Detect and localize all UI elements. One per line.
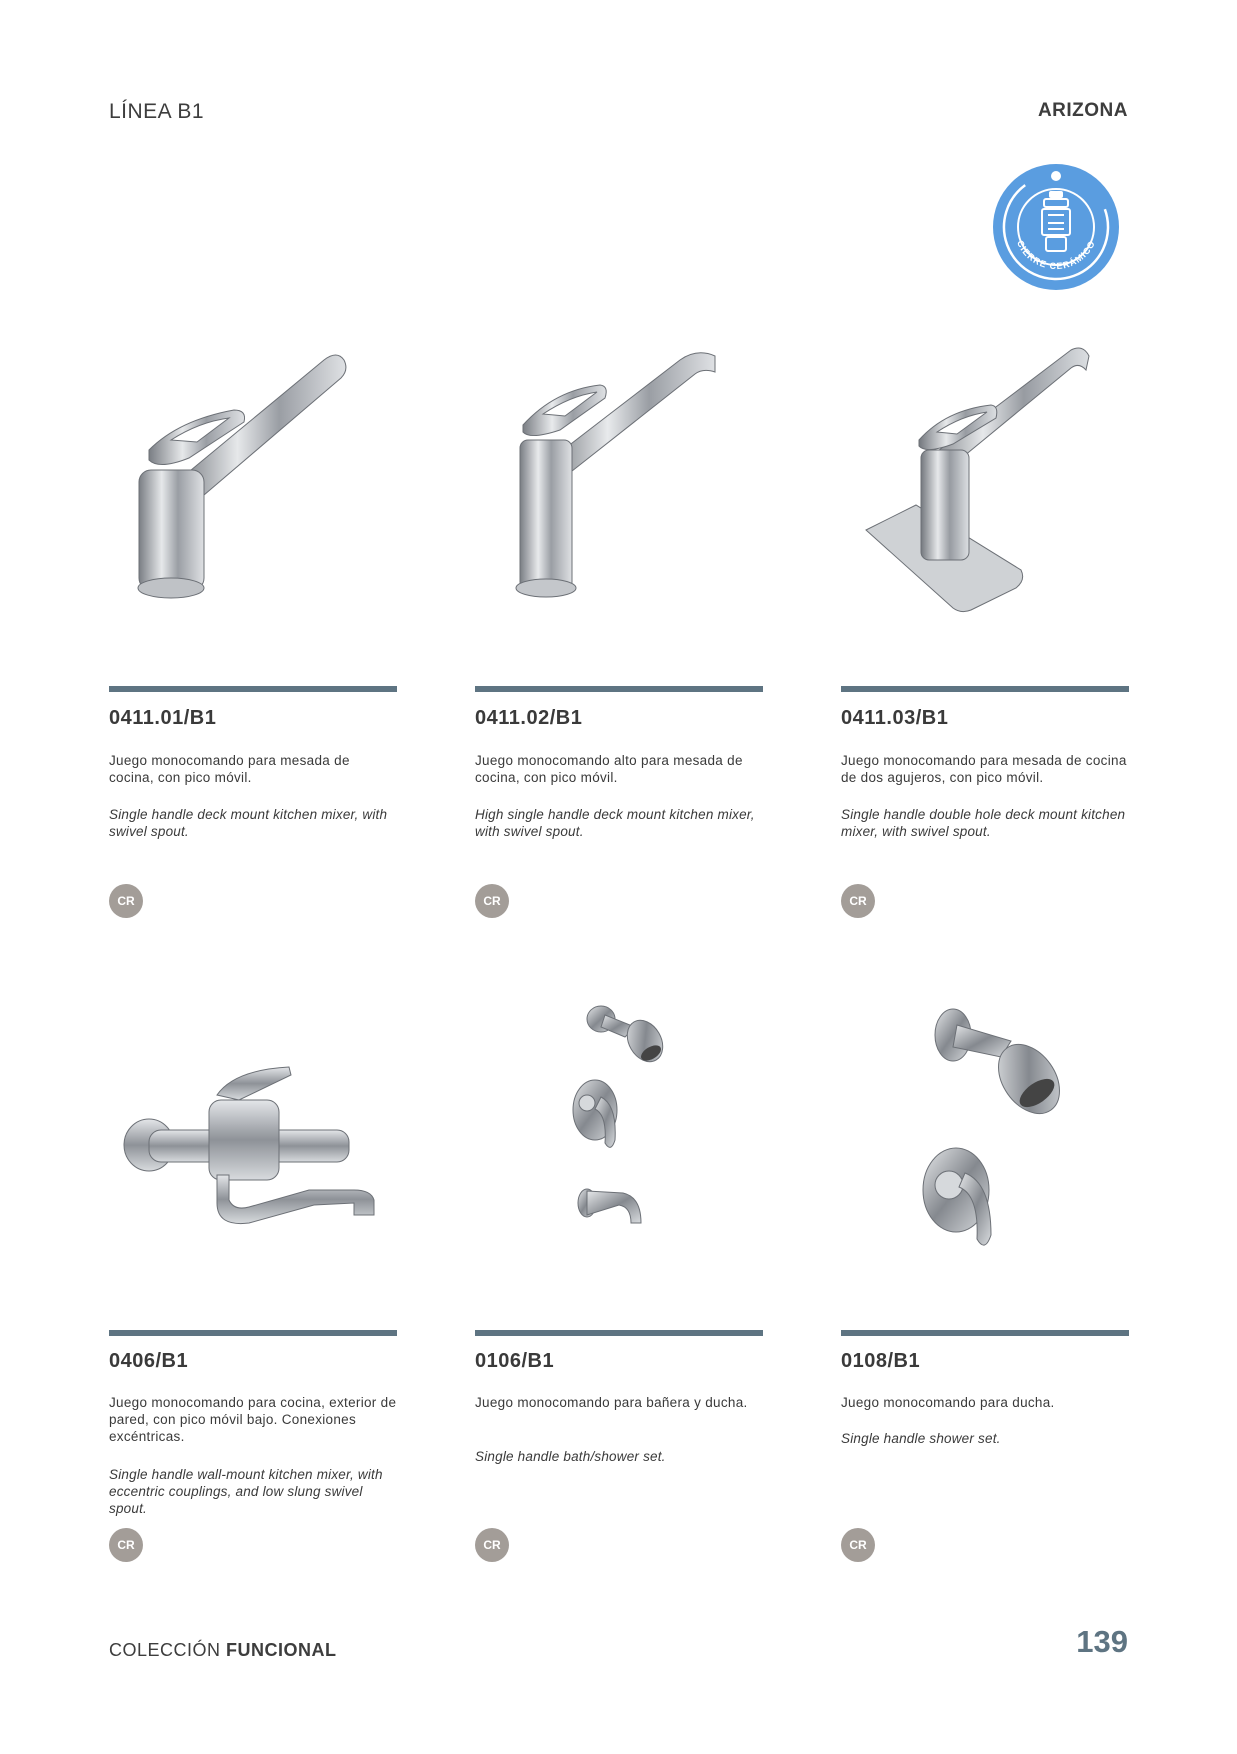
product-code: 0411.01/B1 (109, 707, 217, 729)
divider (475, 686, 763, 692)
product-code: 0411.03/B1 (841, 707, 949, 729)
product-description-es: Juego monocomando para bañera y ducha. (475, 1395, 748, 1410)
finish-badge: CR (841, 884, 875, 918)
divider (841, 1330, 1129, 1336)
product-description-es: Juego monocomando alto para mesada de cocina, con pico móvil. (475, 753, 743, 785)
product-code: 0106/B1 (475, 1350, 555, 1372)
finish-badge: CR (475, 1528, 509, 1562)
finish-badge: CR (109, 884, 143, 918)
shower-set-icon (841, 975, 1129, 1305)
ceramic-closure-badge (992, 163, 1120, 291)
divider (475, 1330, 763, 1336)
product-description-en: Single handle wall-mount kitchen mixer, with eccentric couplings, and low slung swivel spout. (109, 1467, 383, 1516)
finish-badge: CR (109, 1528, 143, 1562)
finish-badge: CR (841, 1528, 875, 1562)
page-number: 139 (1076, 1624, 1128, 1659)
divider (109, 686, 397, 692)
product-code: 0411.02/B1 (475, 707, 583, 729)
kitchen-mixer-icon (109, 330, 397, 660)
collection-name: FUNCIONAL (226, 1640, 337, 1660)
product-description-en: Single handle bath/shower set. (475, 1449, 666, 1464)
product-description-en: Single handle deck mount kitchen mixer, with swivel spout. (109, 807, 388, 839)
collection-prefix: COLECCIÓN (109, 1640, 227, 1660)
product-description-es: Juego monocomando para mesada de cocina de dos agujeros, con pico móvil. (841, 753, 1127, 785)
product-code: 0406/B1 (109, 1350, 189, 1372)
product-code: 0108/B1 (841, 1350, 921, 1372)
kitchen-mixer-plate-icon (841, 330, 1129, 660)
divider (109, 1330, 397, 1336)
bath-shower-set-icon (475, 975, 763, 1305)
divider (841, 686, 1129, 692)
wall-mixer-icon (109, 975, 397, 1305)
product-description-en: Single handle shower set. (841, 1431, 1001, 1446)
finish-badge: CR (475, 884, 509, 918)
product-description-en: High single handle deck mount kitchen mixer, with swivel spout. (475, 807, 755, 839)
model-title: ARIZONA (1037, 100, 1128, 121)
product-description-es: Juego monocomando para ducha. (841, 1395, 1055, 1410)
product-description-es: Juego monocomando para mesada de cocina, con pico móvil. (109, 753, 350, 785)
product-description-en: Single handle double hole deck mount kitchen mixer, with swivel spout. (841, 807, 1126, 839)
badge-text: CIERRE CERÁMICO (1014, 238, 1098, 272)
line-title: LÍNEA B1 (109, 100, 205, 123)
collection-label (109, 1640, 337, 1661)
ceramic-cartridge-icon (992, 163, 1120, 291)
tall-kitchen-mixer-icon (475, 330, 763, 660)
product-description-es: Juego monocomando para cocina, exterior de pared, con pico móvil bajo. Conexiones excéntricas. (109, 1395, 397, 1444)
